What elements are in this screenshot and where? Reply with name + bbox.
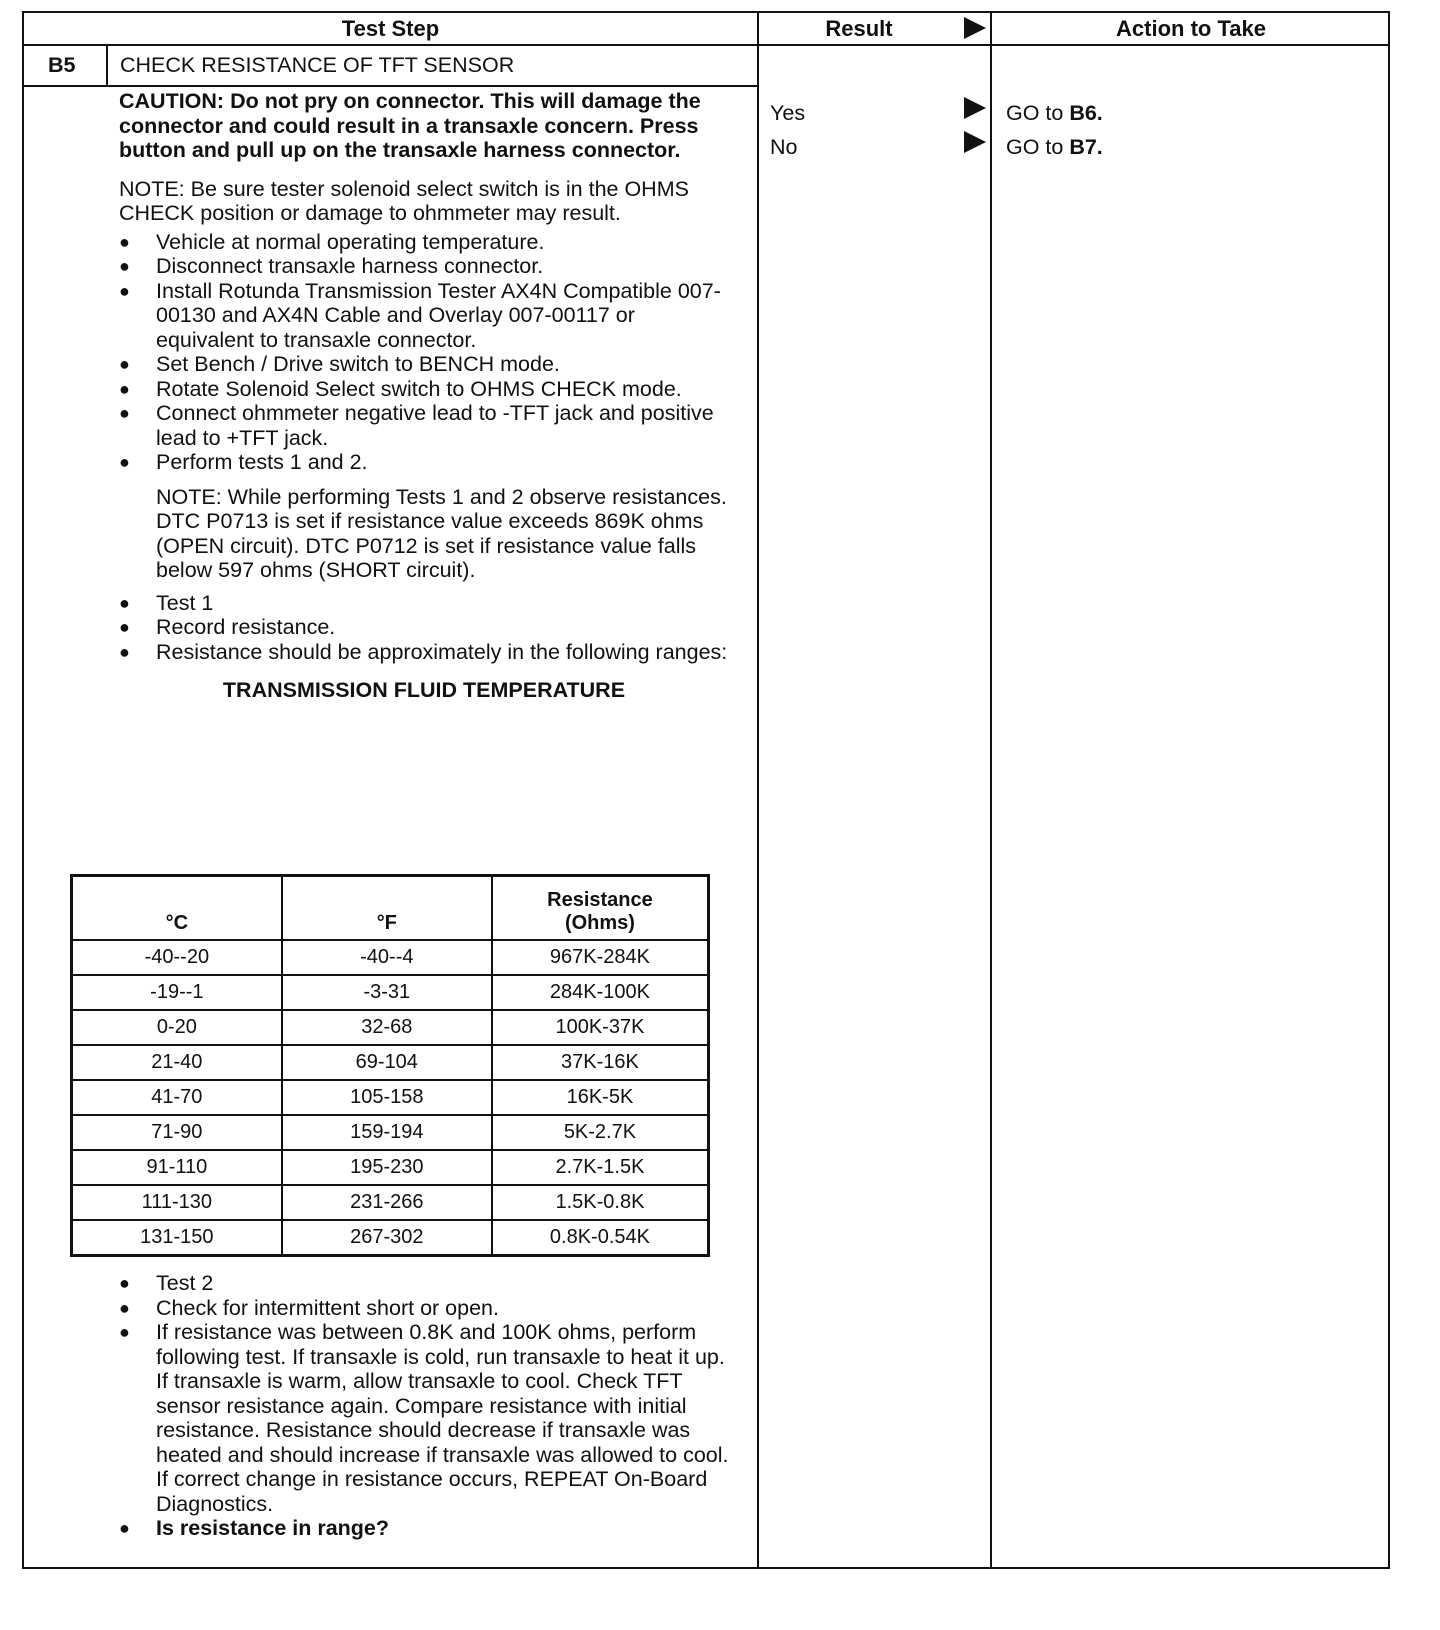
result-yes: Yes bbox=[770, 101, 806, 125]
header-action: Action to Take bbox=[1116, 16, 1266, 41]
header-result: Result bbox=[825, 16, 893, 41]
result-no: No bbox=[770, 135, 798, 159]
tft-header-resistance: Resistance (Ohms) bbox=[492, 876, 709, 941]
caution-text: CAUTION: Do not pry on connector. This will damage the connector and could result in a transaxle concern. Press button and pull up on the transaxle harness connector. bbox=[119, 89, 701, 162]
table-row bbox=[72, 1220, 709, 1256]
action-no-prefix: GO to bbox=[1006, 135, 1070, 159]
tft-header-fahrenheit: °F bbox=[282, 876, 492, 941]
step-id: B5 bbox=[48, 53, 76, 77]
divider-result-action bbox=[990, 13, 992, 1567]
cell-celsius: 0-20 bbox=[72, 1010, 282, 1045]
table-row bbox=[72, 1080, 709, 1115]
final-question: ● Is resistance in range? bbox=[119, 1516, 729, 1541]
cell-fahrenheit: 231-266 bbox=[282, 1185, 492, 1220]
table-row bbox=[72, 1150, 709, 1185]
table-row bbox=[72, 1045, 709, 1080]
cell-resistance: 100K-37K bbox=[492, 1010, 709, 1045]
header-arrow-icon bbox=[964, 17, 986, 39]
cell-celsius: -40--20 bbox=[72, 940, 282, 975]
cell-resistance: 284K-100K bbox=[492, 975, 709, 1010]
procedure-list-b bbox=[119, 591, 729, 665]
cell-celsius: 111-130 bbox=[72, 1185, 282, 1220]
table-row bbox=[72, 1115, 709, 1150]
table-row bbox=[72, 1185, 709, 1220]
cell-fahrenheit: -40--4 bbox=[282, 940, 492, 975]
test-step-body-after-table bbox=[119, 1271, 729, 1541]
table-row bbox=[72, 975, 709, 1010]
result-yes-arrow-icon bbox=[964, 97, 986, 119]
procedure-item: ● Vehicle at normal operating temperature. bbox=[119, 230, 729, 255]
step-row-divider bbox=[24, 85, 757, 87]
cell-resistance: 967K-284K bbox=[492, 940, 709, 975]
procedure-item: ● Perform tests 1 and 2. bbox=[119, 450, 729, 475]
cell-celsius: 91-110 bbox=[72, 1150, 282, 1185]
step-title: CHECK RESISTANCE OF TFT SENSOR bbox=[120, 53, 515, 77]
procedure-list-c bbox=[119, 1271, 729, 1541]
procedure-item: ● Record resistance. bbox=[119, 615, 729, 640]
action-no-target: B7. bbox=[1069, 135, 1103, 159]
action-yes-target: B6. bbox=[1069, 101, 1103, 125]
cell-fahrenheit: 159-194 bbox=[282, 1115, 492, 1150]
cell-celsius: -19--1 bbox=[72, 975, 282, 1010]
step-id-divider bbox=[106, 45, 108, 85]
cell-fahrenheit: 195-230 bbox=[282, 1150, 492, 1185]
procedure-item: ● Install Rotunda Transmission Tester AX4N Compatible 007-00130 and AX4N Cable and Overlay 007-00117 or equivalent to transaxle connector. bbox=[119, 279, 729, 353]
cell-resistance: 1.5K-0.8K bbox=[492, 1185, 709, 1220]
result-no-arrow-icon bbox=[964, 131, 986, 153]
tft-table-header-row bbox=[72, 876, 709, 941]
action-yes-prefix: GO to bbox=[1006, 101, 1070, 125]
cell-celsius: 131-150 bbox=[72, 1220, 282, 1256]
cell-fahrenheit: 267-302 bbox=[282, 1220, 492, 1256]
cell-fahrenheit: 105-158 bbox=[282, 1080, 492, 1115]
action-yes bbox=[1006, 101, 1103, 126]
action-no bbox=[1006, 135, 1103, 160]
note-ohms: NOTE: Be sure tester solenoid select switch is in the OHMS CHECK position or damage to ohmmeter may result. bbox=[119, 176, 689, 225]
cell-fahrenheit: 69-104 bbox=[282, 1045, 492, 1080]
header-test-step: Test Step bbox=[341, 16, 440, 41]
procedure-item: ● If resistance was between 0.8K and 100K ohms, perform following test. If transaxle is cold, run transaxle to heat it up. If transaxle is warm, allow transaxle to cool. Check TFT sensor resistance again. Compare resistance with initial resistance. Resistance should decrease if transaxle was heated and should increase if transaxle was allowed to cool. If correct change in resistance occurs, REPEAT On-Board Diagnostics. bbox=[119, 1320, 729, 1516]
diagnostic-table-frame bbox=[22, 11, 1390, 1569]
cell-celsius: 71-90 bbox=[72, 1115, 282, 1150]
table-row bbox=[72, 1010, 709, 1045]
procedure-item: ● Set Bench / Drive switch to BENCH mode. bbox=[119, 352, 729, 377]
cell-resistance: 37K-16K bbox=[492, 1045, 709, 1080]
tft-header-celsius: °C bbox=[72, 876, 282, 941]
cell-fahrenheit: 32-68 bbox=[282, 1010, 492, 1045]
procedure-item: ● Check for intermittent short or open. bbox=[119, 1296, 729, 1321]
cell-fahrenheit: -3-31 bbox=[282, 975, 492, 1010]
tft-resistance-table bbox=[70, 874, 710, 1257]
cell-resistance: 0.8K-0.54K bbox=[492, 1220, 709, 1256]
cell-resistance: 5K-2.7K bbox=[492, 1115, 709, 1150]
procedure-item: ● Connect ohmmeter negative lead to -TFT jack and positive lead to +TFT jack. bbox=[119, 401, 729, 450]
test-step-body bbox=[119, 89, 729, 715]
procedure-item: ● Rotate Solenoid Select switch to OHMS CHECK mode. bbox=[119, 377, 729, 402]
procedure-item: ● Resistance should be approximately in the following ranges: bbox=[119, 640, 729, 665]
cell-resistance: 2.7K-1.5K bbox=[492, 1150, 709, 1185]
procedure-item: ● Test 1 bbox=[119, 591, 729, 616]
note-dtc: NOTE: While performing Tests 1 and 2 observe resistances. DTC P0713 is set if resistance value exceeds 869K ohms (OPEN circuit). DTC P0712 is set if resistance value falls below 597 ohms (SHORT circuit). bbox=[156, 484, 727, 582]
cell-celsius: 41-70 bbox=[72, 1080, 282, 1115]
cell-resistance: 16K-5K bbox=[492, 1080, 709, 1115]
cell-celsius: 21-40 bbox=[72, 1045, 282, 1080]
table-row bbox=[72, 940, 709, 975]
tft-table-title: TRANSMISSION FLUID TEMPERATURE bbox=[222, 678, 626, 702]
divider-test-result bbox=[757, 13, 759, 1567]
procedure-item: ● Test 2 bbox=[119, 1271, 729, 1296]
procedure-item: ● Disconnect transaxle harness connector. bbox=[119, 254, 729, 279]
procedure-list-a bbox=[119, 230, 729, 475]
